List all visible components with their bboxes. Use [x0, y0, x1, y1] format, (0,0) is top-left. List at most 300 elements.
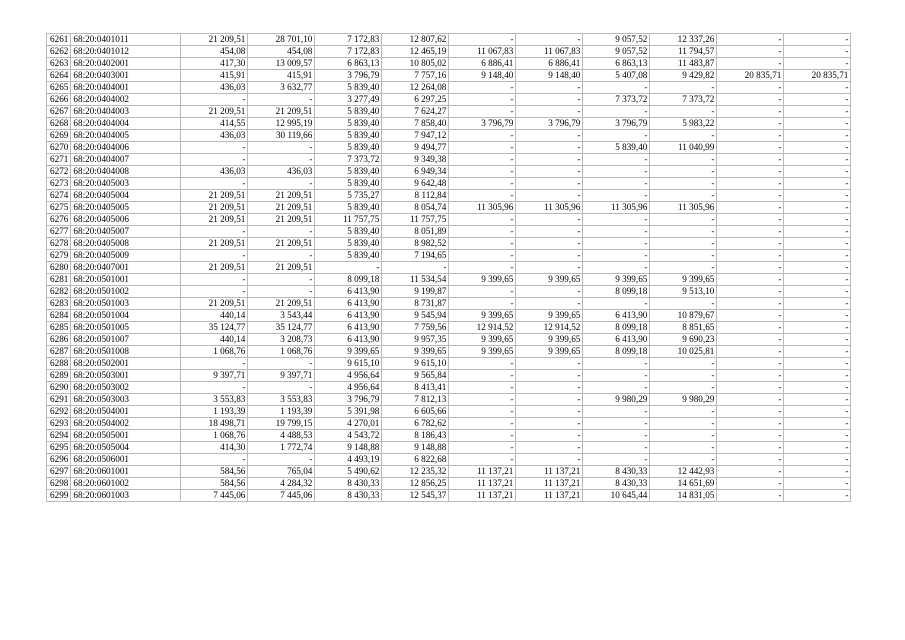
value-cell: -: [717, 406, 784, 418]
cadastral-code-cell: 68:20:0506001: [71, 454, 181, 466]
value-cell: 5 839,40: [315, 238, 382, 250]
value-cell: -: [516, 430, 583, 442]
value-cell: 8 851,65: [650, 322, 717, 334]
row-number-cell: 6293: [47, 418, 71, 430]
cadastral-code-cell: 68:20:0501007: [71, 334, 181, 346]
value-cell: 11 305,96: [516, 202, 583, 214]
value-cell: -: [717, 94, 784, 106]
value-cell: -: [784, 82, 851, 94]
value-cell: -: [784, 478, 851, 490]
row-number-cell: 6287: [47, 346, 71, 358]
value-cell: 14 651,69: [650, 478, 717, 490]
value-cell: -: [717, 394, 784, 406]
value-cell: 12 235,32: [382, 466, 449, 478]
value-cell: -: [717, 202, 784, 214]
row-number-cell: 6269: [47, 130, 71, 142]
value-cell: 11 137,21: [449, 478, 516, 490]
value-cell: -: [717, 346, 784, 358]
value-cell: -: [516, 34, 583, 46]
table-row: [47, 322, 851, 334]
value-cell: -: [717, 358, 784, 370]
value-cell: 584,56: [181, 478, 248, 490]
table-row: [47, 58, 851, 70]
cadastral-code-cell: 68:20:0504001: [71, 406, 181, 418]
value-cell: 9 980,29: [650, 394, 717, 406]
value-cell: -: [650, 442, 717, 454]
value-cell: -: [583, 226, 650, 238]
row-number-cell: 6283: [47, 298, 71, 310]
value-cell: 12 914,52: [516, 322, 583, 334]
value-cell: -: [583, 382, 650, 394]
value-cell: -: [516, 130, 583, 142]
value-cell: 11 137,21: [516, 478, 583, 490]
value-cell: -: [583, 190, 650, 202]
value-cell: 454,08: [248, 46, 315, 58]
value-cell: -: [516, 106, 583, 118]
value-cell: -: [516, 286, 583, 298]
value-cell: -: [181, 382, 248, 394]
value-cell: 3 543,44: [248, 310, 315, 322]
value-cell: -: [248, 226, 315, 238]
value-cell: -: [717, 130, 784, 142]
value-cell: -: [650, 106, 717, 118]
value-cell: -: [449, 394, 516, 406]
value-cell: 1 068,76: [181, 346, 248, 358]
value-cell: -: [650, 262, 717, 274]
table-body: [47, 34, 851, 502]
table-row: [47, 262, 851, 274]
value-cell: 7 858,40: [382, 118, 449, 130]
row-number-cell: 6274: [47, 190, 71, 202]
value-cell: -: [784, 250, 851, 262]
cadastral-code-cell: 68:20:0403001: [71, 70, 181, 82]
row-number-cell: 6289: [47, 370, 71, 382]
value-cell: -: [717, 310, 784, 322]
value-cell: -: [784, 394, 851, 406]
value-cell: 9 399,65: [516, 310, 583, 322]
value-cell: -: [516, 94, 583, 106]
value-cell: -: [650, 82, 717, 94]
value-cell: -: [181, 358, 248, 370]
row-number-cell: 6263: [47, 58, 71, 70]
value-cell: 9 399,65: [516, 346, 583, 358]
value-cell: -: [583, 178, 650, 190]
value-cell: 4 956,64: [315, 382, 382, 394]
value-cell: 7 373,72: [583, 94, 650, 106]
value-cell: 9 057,52: [583, 34, 650, 46]
cadastral-code-cell: 68:20:0505004: [71, 442, 181, 454]
value-cell: 9 399,65: [516, 334, 583, 346]
value-cell: 7 947,12: [382, 130, 449, 142]
value-cell: 11 534,54: [382, 274, 449, 286]
row-number-cell: 6298: [47, 478, 71, 490]
value-cell: -: [650, 178, 717, 190]
value-cell: -: [650, 298, 717, 310]
cadastral-code-cell: 68:20:0501008: [71, 346, 181, 358]
table-row: [47, 106, 851, 118]
table-row: [47, 142, 851, 154]
value-cell: -: [784, 214, 851, 226]
row-number-cell: 6275: [47, 202, 71, 214]
cadastral-code-cell: 68:20:0501003: [71, 298, 181, 310]
value-cell: -: [650, 382, 717, 394]
value-cell: -: [583, 370, 650, 382]
value-cell: -: [449, 154, 516, 166]
value-cell: -: [784, 58, 851, 70]
value-cell: -: [449, 298, 516, 310]
table-row: [47, 442, 851, 454]
cadastral-code-cell: 68:20:0404002: [71, 94, 181, 106]
value-cell: -: [449, 238, 516, 250]
value-cell: 7 373,72: [650, 94, 717, 106]
value-cell: 8 099,18: [583, 346, 650, 358]
value-cell: 584,56: [181, 466, 248, 478]
value-cell: -: [516, 358, 583, 370]
value-cell: -: [717, 454, 784, 466]
value-cell: 11 040,99: [650, 142, 717, 154]
value-cell: 1 193,39: [181, 406, 248, 418]
table-row: [47, 214, 851, 226]
value-cell: -: [516, 298, 583, 310]
value-cell: -: [784, 142, 851, 154]
value-cell: -: [516, 418, 583, 430]
value-cell: 5 839,40: [315, 82, 382, 94]
value-cell: 454,08: [181, 46, 248, 58]
value-cell: -: [784, 454, 851, 466]
value-cell: -: [650, 406, 717, 418]
value-cell: 6 413,90: [315, 298, 382, 310]
cadastral-code-cell: 68:20:0404005: [71, 130, 181, 142]
value-cell: -: [784, 298, 851, 310]
value-cell: 9 513,10: [650, 286, 717, 298]
value-cell: 5 490,62: [315, 466, 382, 478]
value-cell: -: [717, 166, 784, 178]
table-row: [47, 466, 851, 478]
value-cell: 8 430,33: [583, 478, 650, 490]
value-cell: -: [516, 406, 583, 418]
value-cell: 8 430,33: [315, 478, 382, 490]
value-cell: -: [784, 106, 851, 118]
value-cell: -: [583, 430, 650, 442]
value-cell: -: [717, 190, 784, 202]
value-cell: -: [583, 418, 650, 430]
value-cell: 6 413,90: [315, 322, 382, 334]
value-cell: -: [181, 154, 248, 166]
value-cell: 8 413,41: [382, 382, 449, 394]
row-number-cell: 6280: [47, 262, 71, 274]
value-cell: 20 835,71: [717, 70, 784, 82]
value-cell: 1 772,74: [248, 442, 315, 454]
value-cell: -: [181, 250, 248, 262]
value-cell: 35 124,77: [248, 322, 315, 334]
value-cell: -: [516, 262, 583, 274]
row-number-cell: 6276: [47, 214, 71, 226]
value-cell: -: [248, 454, 315, 466]
value-cell: -: [181, 226, 248, 238]
value-cell: -: [516, 238, 583, 250]
row-number-cell: 6265: [47, 82, 71, 94]
value-cell: 4 270,01: [315, 418, 382, 430]
cadastral-code-cell: 68:20:0405009: [71, 250, 181, 262]
value-cell: -: [248, 274, 315, 286]
value-cell: 6 949,34: [382, 166, 449, 178]
value-cell: 20 835,71: [784, 70, 851, 82]
value-cell: -: [449, 382, 516, 394]
value-cell: 1 193,39: [248, 406, 315, 418]
value-cell: 3 796,79: [315, 394, 382, 406]
value-cell: 7 172,83: [315, 34, 382, 46]
cadastral-code-cell: 68:20:0504002: [71, 418, 181, 430]
value-cell: 19 799,15: [248, 418, 315, 430]
value-cell: -: [650, 370, 717, 382]
value-cell: -: [583, 454, 650, 466]
value-cell: -: [717, 238, 784, 250]
value-cell: -: [650, 238, 717, 250]
value-cell: 11 137,21: [449, 490, 516, 502]
value-cell: -: [717, 382, 784, 394]
value-cell: -: [784, 310, 851, 322]
value-cell: 5 735,27: [315, 190, 382, 202]
value-cell: -: [449, 286, 516, 298]
value-cell: -: [449, 214, 516, 226]
value-cell: -: [650, 226, 717, 238]
value-cell: 4 493,19: [315, 454, 382, 466]
value-cell: -: [717, 178, 784, 190]
value-cell: -: [583, 214, 650, 226]
value-cell: -: [784, 370, 851, 382]
value-cell: -: [583, 358, 650, 370]
value-cell: -: [784, 490, 851, 502]
value-cell: 6 822,68: [382, 454, 449, 466]
row-number-cell: 6282: [47, 286, 71, 298]
value-cell: 8 054,74: [382, 202, 449, 214]
value-cell: -: [717, 262, 784, 274]
value-cell: -: [449, 34, 516, 46]
value-cell: 4 543,72: [315, 430, 382, 442]
value-cell: 3 796,79: [315, 70, 382, 82]
value-cell: 11 305,96: [650, 202, 717, 214]
table-row: [47, 202, 851, 214]
cadastral-code-cell: 68:20:0405008: [71, 238, 181, 250]
value-cell: 30 119,66: [248, 130, 315, 142]
cadastral-code-cell: 68:20:0407001: [71, 262, 181, 274]
value-cell: -: [784, 94, 851, 106]
row-number-cell: 6266: [47, 94, 71, 106]
value-cell: -: [717, 490, 784, 502]
table-row: [47, 310, 851, 322]
row-number-cell: 6292: [47, 406, 71, 418]
value-cell: -: [516, 226, 583, 238]
value-cell: -: [449, 190, 516, 202]
value-cell: 21 209,51: [181, 214, 248, 226]
value-cell: 11 757,75: [382, 214, 449, 226]
value-cell: 8 099,18: [583, 322, 650, 334]
value-cell: -: [717, 274, 784, 286]
table-row: [47, 118, 851, 130]
row-number-cell: 6270: [47, 142, 71, 154]
table-row: [47, 418, 851, 430]
value-cell: 21 209,51: [181, 34, 248, 46]
value-cell: 9 397,71: [248, 370, 315, 382]
table-row: [47, 82, 851, 94]
value-cell: -: [717, 286, 784, 298]
cadastral-code-cell: 68:20:0601003: [71, 490, 181, 502]
value-cell: -: [449, 430, 516, 442]
value-cell: 7 172,83: [315, 46, 382, 58]
cadastral-code-cell: 68:20:0501001: [71, 274, 181, 286]
row-number-cell: 6290: [47, 382, 71, 394]
value-cell: 414,30: [181, 442, 248, 454]
table-row: [47, 34, 851, 46]
value-cell: -: [583, 442, 650, 454]
value-cell: -: [516, 142, 583, 154]
cadastral-code-cell: 68:20:0405003: [71, 178, 181, 190]
value-cell: 9 199,87: [382, 286, 449, 298]
value-cell: 4 956,64: [315, 370, 382, 382]
row-number-cell: 6286: [47, 334, 71, 346]
table-row: [47, 250, 851, 262]
value-cell: 21 209,51: [181, 238, 248, 250]
row-number-cell: 6291: [47, 394, 71, 406]
value-cell: 9 148,40: [516, 70, 583, 82]
value-cell: 436,03: [181, 130, 248, 142]
value-cell: 436,03: [181, 166, 248, 178]
value-cell: -: [248, 94, 315, 106]
value-cell: 21 209,51: [181, 262, 248, 274]
value-cell: -: [181, 178, 248, 190]
cadastral-code-cell: 68:20:0404006: [71, 142, 181, 154]
table-row: [47, 478, 851, 490]
value-cell: 5 839,40: [315, 106, 382, 118]
value-cell: -: [717, 334, 784, 346]
value-cell: -: [449, 130, 516, 142]
value-cell: -: [516, 394, 583, 406]
value-cell: -: [717, 226, 784, 238]
value-cell: 12 807,62: [382, 34, 449, 46]
value-cell: 1 068,76: [181, 430, 248, 442]
value-cell: 415,91: [181, 70, 248, 82]
table-row: [47, 394, 851, 406]
table-row: [47, 274, 851, 286]
value-cell: -: [784, 154, 851, 166]
value-cell: -: [315, 262, 382, 274]
value-cell: 10 025,81: [650, 346, 717, 358]
value-cell: 765,04: [248, 466, 315, 478]
value-cell: -: [784, 346, 851, 358]
value-cell: 9 429,82: [650, 70, 717, 82]
value-cell: 5 839,40: [315, 142, 382, 154]
value-cell: 9 980,29: [583, 394, 650, 406]
value-cell: 10 879,67: [650, 310, 717, 322]
value-cell: -: [583, 154, 650, 166]
value-cell: 12 337,26: [650, 34, 717, 46]
value-cell: 5 839,40: [315, 202, 382, 214]
value-cell: -: [784, 262, 851, 274]
table-row: [47, 178, 851, 190]
table-row: [47, 358, 851, 370]
table-row: [47, 70, 851, 82]
table-row: [47, 382, 851, 394]
value-cell: 6 413,90: [315, 286, 382, 298]
value-cell: 9 399,65: [449, 334, 516, 346]
value-cell: -: [784, 166, 851, 178]
value-cell: -: [650, 250, 717, 262]
value-cell: -: [583, 298, 650, 310]
value-cell: 9 545,94: [382, 310, 449, 322]
value-cell: 5 983,22: [650, 118, 717, 130]
value-cell: -: [382, 262, 449, 274]
row-number-cell: 6262: [47, 46, 71, 58]
value-cell: 9 690,23: [650, 334, 717, 346]
value-cell: 21 209,51: [248, 190, 315, 202]
value-cell: 7 757,16: [382, 70, 449, 82]
value-cell: 9 349,38: [382, 154, 449, 166]
row-number-cell: 6279: [47, 250, 71, 262]
value-cell: -: [784, 118, 851, 130]
cadastral-code-cell: 68:20:0404008: [71, 166, 181, 178]
value-cell: -: [784, 274, 851, 286]
value-cell: -: [717, 106, 784, 118]
value-cell: -: [449, 142, 516, 154]
value-cell: 9 957,35: [382, 334, 449, 346]
value-cell: 10 805,02: [382, 58, 449, 70]
value-cell: 21 209,51: [248, 262, 315, 274]
value-cell: 10 645,44: [583, 490, 650, 502]
value-cell: 12 442,93: [650, 466, 717, 478]
value-cell: 6 297,25: [382, 94, 449, 106]
value-cell: -: [717, 250, 784, 262]
value-cell: -: [650, 154, 717, 166]
value-cell: -: [449, 166, 516, 178]
value-cell: 6 413,90: [583, 334, 650, 346]
value-cell: 9 399,65: [449, 274, 516, 286]
value-cell: 5 839,40: [315, 130, 382, 142]
value-cell: 8 731,87: [382, 298, 449, 310]
row-number-cell: 6285: [47, 322, 71, 334]
value-cell: 9 399,65: [315, 346, 382, 358]
row-number-cell: 6278: [47, 238, 71, 250]
value-cell: 7 194,65: [382, 250, 449, 262]
value-cell: 11 483,87: [650, 58, 717, 70]
value-cell: -: [650, 358, 717, 370]
value-cell: 8 112,84: [382, 190, 449, 202]
value-cell: 9 057,52: [583, 46, 650, 58]
table-row: [47, 490, 851, 502]
value-cell: -: [784, 226, 851, 238]
value-cell: 8 982,52: [382, 238, 449, 250]
value-cell: 1 068,76: [248, 346, 315, 358]
value-cell: 8 430,33: [315, 490, 382, 502]
cadastral-code-cell: 68:20:0405005: [71, 202, 181, 214]
value-cell: 13 009,57: [248, 58, 315, 70]
value-cell: 5 839,40: [315, 118, 382, 130]
cadastral-code-cell: 68:20:0501002: [71, 286, 181, 298]
value-cell: -: [516, 178, 583, 190]
value-cell: 21 209,51: [181, 190, 248, 202]
value-cell: -: [516, 370, 583, 382]
value-cell: -: [181, 94, 248, 106]
value-cell: 3 277,49: [315, 94, 382, 106]
cadastral-code-cell: 68:20:0405006: [71, 214, 181, 226]
value-cell: -: [583, 130, 650, 142]
value-cell: -: [784, 382, 851, 394]
value-cell: 5 839,40: [315, 178, 382, 190]
value-cell: -: [516, 382, 583, 394]
value-cell: 9 565,84: [382, 370, 449, 382]
value-cell: -: [449, 82, 516, 94]
value-cell: -: [583, 238, 650, 250]
value-cell: -: [516, 166, 583, 178]
